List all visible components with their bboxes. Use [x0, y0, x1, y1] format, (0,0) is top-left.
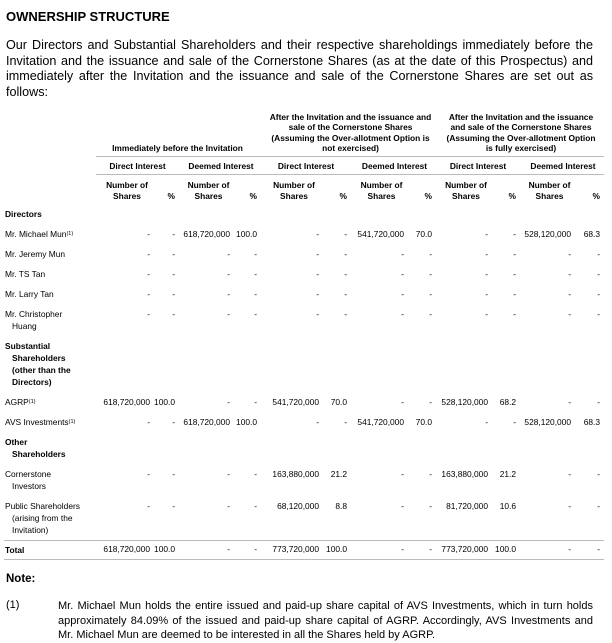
shares-cell: -: [316, 249, 319, 260]
shares-cell: -: [568, 289, 571, 300]
shares-header: Number of Shares: [528, 180, 571, 202]
percent-cell: -: [429, 469, 432, 480]
percent-cell: 8.8: [335, 501, 347, 512]
shares-header: Number of Shares: [445, 180, 487, 202]
percent-cell: -: [172, 289, 175, 300]
subgroup-header: Deemed Interest: [179, 157, 261, 175]
shares-cell: -: [147, 309, 150, 320]
row-label: Mr. Christopher Huang: [5, 309, 63, 332]
percent-cell: -: [172, 417, 175, 428]
shares-cell: -: [316, 309, 319, 320]
shares-cell: -: [401, 249, 404, 260]
percent-cell: -: [254, 397, 257, 408]
shares-cell: 541,720,000: [357, 229, 404, 240]
shares-cell: -: [147, 229, 150, 240]
shares-cell: -: [485, 309, 488, 320]
shares-cell: -: [316, 269, 319, 280]
percent-cell: 100.0: [154, 541, 179, 560]
percent-cell: -: [597, 269, 600, 280]
shares-header: Number of Shares: [273, 180, 315, 202]
row-label: AGRP$^{(1)}$: [5, 397, 36, 408]
percent-cell: -: [172, 229, 175, 240]
group-header: After the Invitation and the issuance and sale of the Cornerstone Shares (Assuming the Over-allotment Option is not exercised): [261, 112, 436, 157]
shares-cell: -: [227, 249, 230, 260]
percent-header: %: [167, 191, 175, 202]
shares-cell: -: [351, 541, 408, 560]
section-substantial: Substantial Shareholders (other than the Directors): [5, 341, 71, 388]
intro-paragraph: Our Directors and Substantial Shareholders and their respective shareholdings immediately before the Invitation and the issuance and sale of the Cornerstone Shares (as at the date of this Prospectus) and immediately after the Invitation and the issuance and sale of the Cornerstone Shares are set out as follows:: [6, 38, 593, 99]
shares-cell: -: [227, 309, 230, 320]
percent-cell: -: [429, 501, 432, 512]
percent-cell: 68.3: [583, 417, 600, 428]
percent-header: %: [592, 191, 600, 202]
shares-cell: -: [485, 229, 488, 240]
percent-cell: 68.3: [583, 229, 600, 240]
percent-cell: -: [172, 469, 175, 480]
row-label: Cornerstone Investors: [5, 469, 52, 492]
shares-cell: 618,720,000: [183, 417, 230, 428]
subgroup-header: Deemed Interest: [520, 157, 604, 175]
percent-cell: 70.0: [415, 229, 432, 240]
shares-header: Number of Shares: [360, 180, 403, 202]
shares-cell: -: [179, 541, 234, 560]
percent-cell: -: [429, 289, 432, 300]
percent-cell: -: [344, 229, 347, 240]
group-header-row: [4, 112, 604, 157]
row-label: Mr. Larry Tan: [5, 289, 54, 300]
percent-cell: -: [429, 269, 432, 280]
shares-cell: 541,720,000: [272, 397, 319, 408]
total-row: [4, 541, 604, 560]
percent-cell: -: [597, 397, 600, 408]
shares-cell: -: [485, 269, 488, 280]
table-row: [4, 304, 604, 336]
shares-cell: -: [147, 469, 150, 480]
column-header-row: [4, 175, 604, 203]
percent-cell: -: [344, 249, 347, 260]
row-label: Mr. Michael Mun$^{(1)}$: [5, 229, 74, 240]
percent-cell: -: [172, 269, 175, 280]
shares-cell: -: [401, 469, 404, 480]
shares-cell: -: [147, 289, 150, 300]
subgroup-header-row: [4, 157, 604, 175]
shares-cell: 163,880,000: [441, 469, 488, 480]
row-label: Mr. TS Tan: [5, 269, 46, 280]
percent-cell: -: [254, 501, 257, 512]
percent-header: %: [339, 191, 347, 202]
row-label: Public Shareholders (arising from the Invitation): [5, 501, 80, 536]
shares-cell: -: [485, 417, 488, 428]
shares-cell: -: [227, 397, 230, 408]
shares-cell: -: [316, 417, 319, 428]
shares-cell: -: [568, 269, 571, 280]
percent-cell: -: [429, 249, 432, 260]
shares-cell: -: [485, 289, 488, 300]
shares-cell: 528,120,000: [524, 417, 571, 428]
percent-cell: 100.0: [323, 541, 351, 560]
shares-cell: -: [568, 469, 571, 480]
shares-cell: -: [227, 289, 230, 300]
percent-cell: -: [234, 541, 261, 560]
table-row: [4, 244, 604, 264]
percent-header: %: [508, 191, 516, 202]
shares-cell: -: [401, 309, 404, 320]
note-heading: Note:: [6, 573, 36, 585]
percent-cell: -: [344, 417, 347, 428]
table-row: [4, 224, 604, 244]
shares-cell: -: [485, 249, 488, 260]
shares-cell: 618,720,000: [96, 541, 154, 560]
shares-cell: 163,880,000: [272, 469, 319, 480]
percent-cell: 68.2: [499, 397, 516, 408]
shares-cell: -: [568, 501, 571, 512]
percent-cell: 10.6: [499, 501, 516, 512]
percent-cell: 100.0: [236, 229, 257, 240]
percent-cell: -: [172, 249, 175, 260]
percent-cell: -: [254, 289, 257, 300]
percent-cell: -: [597, 469, 600, 480]
shares-header: Number of Shares: [106, 180, 148, 202]
shares-cell: 618,720,000: [183, 229, 230, 240]
percent-cell: 100.0: [492, 541, 520, 560]
percent-header: %: [249, 191, 257, 202]
subgroup-header: Direct Interest: [96, 157, 179, 175]
percent-cell: -: [513, 417, 516, 428]
section-directors: Directors: [5, 209, 42, 220]
percent-cell: 70.0: [330, 397, 347, 408]
table-row: [4, 264, 604, 284]
percent-cell: -: [575, 541, 604, 560]
section-title: OWNERSHIP STRUCTURE: [6, 9, 170, 24]
shares-cell: 81,720,000: [446, 501, 488, 512]
percent-cell: -: [408, 541, 436, 560]
shares-cell: 541,720,000: [357, 417, 404, 428]
subgroup-header: Deemed Interest: [351, 157, 436, 175]
group-header: Immediately before the Invitation: [96, 112, 261, 157]
section-other: Other Shareholders: [5, 437, 66, 460]
percent-cell: -: [513, 309, 516, 320]
shares-cell: -: [401, 501, 404, 512]
percent-cell: -: [254, 469, 257, 480]
percent-cell: -: [254, 249, 257, 260]
shares-cell: -: [147, 249, 150, 260]
percent-cell: -: [254, 309, 257, 320]
shares-cell: -: [568, 397, 571, 408]
percent-cell: -: [344, 289, 347, 300]
subgroup-header: Direct Interest: [436, 157, 520, 175]
percent-cell: -: [429, 397, 432, 408]
shares-cell: -: [147, 501, 150, 512]
shares-cell: -: [316, 289, 319, 300]
shares-cell: 618,720,000: [103, 397, 150, 408]
shares-cell: -: [401, 269, 404, 280]
percent-cell: -: [344, 309, 347, 320]
row-label: Total: [4, 541, 96, 560]
percent-cell: 100.0: [236, 417, 257, 428]
shares-cell: -: [147, 417, 150, 428]
percent-cell: -: [513, 229, 516, 240]
shares-cell: -: [401, 289, 404, 300]
percent-cell: -: [513, 249, 516, 260]
percent-cell: -: [254, 269, 257, 280]
percent-cell: 100.0: [154, 397, 175, 408]
percent-cell: 70.0: [415, 417, 432, 428]
row-label: AVS Investments$^{(1)}$: [5, 417, 76, 428]
footnote-text: Mr. Michael Mun holds the entire issued and paid-up share capital of AVS Investments, which in turn holds approximately 84.09% of the issued and paid-up share capital of AGRP. Accordingly, AVS Investments and Mr. Michael Mun are deemed to be interested in all the Shares held by AGRP.: [58, 600, 593, 641]
ownership-table: [4, 112, 604, 560]
shares-header: Number of Shares: [187, 180, 230, 202]
percent-cell: 21.2: [499, 469, 516, 480]
percent-cell: -: [172, 501, 175, 512]
row-label: Mr. Jeremy Mun: [5, 249, 66, 260]
shares-cell: -: [520, 541, 575, 560]
table-row: [4, 496, 604, 541]
percent-cell: -: [172, 309, 175, 320]
shares-cell: -: [227, 469, 230, 480]
percent-cell: -: [597, 309, 600, 320]
shares-cell: -: [227, 269, 230, 280]
shares-cell: -: [227, 501, 230, 512]
footnote-marker: (1): [6, 599, 20, 611]
shares-cell: -: [147, 269, 150, 280]
shares-cell: 528,120,000: [441, 397, 488, 408]
shares-cell: 773,720,000: [261, 541, 323, 560]
table-row: [4, 464, 604, 496]
percent-cell: 21.2: [330, 469, 347, 480]
shares-cell: -: [316, 229, 319, 240]
percent-cell: -: [513, 289, 516, 300]
percent-cell: -: [513, 269, 516, 280]
percent-cell: -: [597, 249, 600, 260]
percent-cell: -: [344, 269, 347, 280]
shares-cell: 68,120,000: [277, 501, 319, 512]
shares-cell: -: [568, 249, 571, 260]
subgroup-header: Direct Interest: [261, 157, 351, 175]
shares-cell: -: [568, 309, 571, 320]
table-row: [4, 284, 604, 304]
table-row: [4, 392, 604, 412]
table-row: [4, 412, 604, 432]
shares-cell: 773,720,000: [436, 541, 492, 560]
group-header: After the Invitation and the issuance and sale of the Cornerstone Shares (Assuming the Over-allotment Option is fully exercised): [436, 112, 604, 157]
shares-cell: 528,120,000: [524, 229, 571, 240]
percent-cell: -: [597, 501, 600, 512]
shares-cell: -: [401, 397, 404, 408]
percent-cell: -: [429, 309, 432, 320]
percent-header: %: [424, 191, 432, 202]
percent-cell: -: [597, 289, 600, 300]
